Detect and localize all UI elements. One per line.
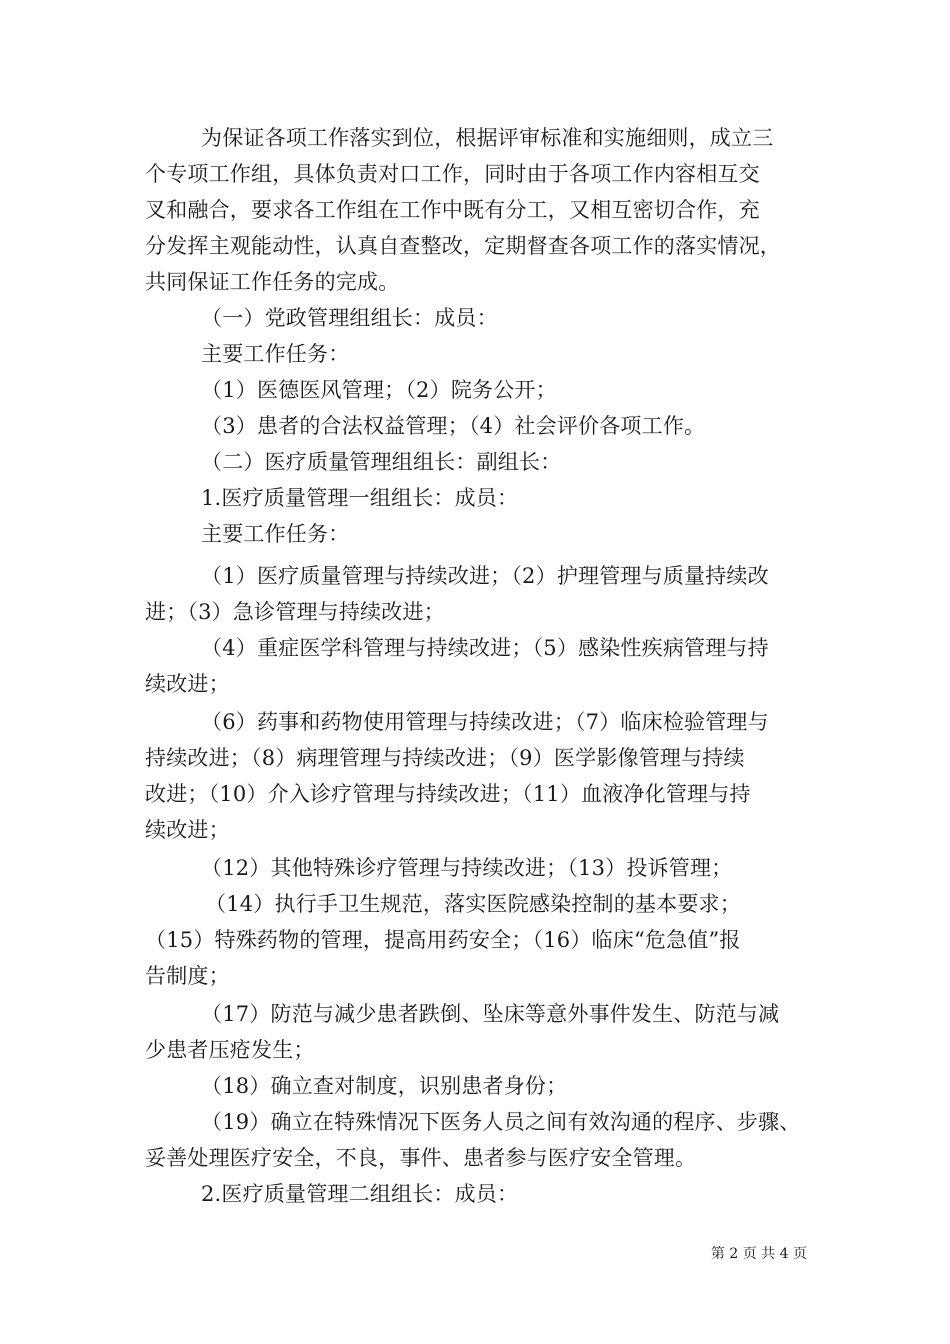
text-line: 续改进； — [145, 818, 230, 842]
text-line: （17）防范与减少患者跌倒、坠床等意外事件发生、防范与减 — [201, 1002, 780, 1026]
text-line: 续改进； — [145, 672, 230, 696]
text-line: 分发挥主观能动性，认真自查整改，定期督查各项工作的落实情况， — [145, 234, 781, 258]
text-line: 告制度； — [145, 964, 230, 988]
section-heading: （一）党政管理组组长：成员： — [201, 306, 498, 330]
section-heading: （二）医疗质量管理组组长：副组长： — [201, 450, 562, 474]
text-line: 主要工作任务： — [201, 522, 350, 546]
text-line: 持续改进；（8）病理管理与持续改进；（9）医学影像管理与持续 — [145, 746, 745, 770]
text-line: 少患者压疮发生； — [145, 1038, 315, 1062]
text-line: （18）确立查对制度，识别患者身份； — [201, 1074, 568, 1098]
text-line: （1）医疗质量管理与持续改进；（2）护理管理与质量持续改 — [201, 564, 769, 588]
text-line: 主要工作任务： — [201, 342, 350, 366]
text-line: （1）医德医风管理；（2）院务公开； — [201, 378, 557, 402]
text-line: （12）其他特殊诊疗管理与持续改进；（13）投诉管理； — [201, 856, 733, 880]
subsection-heading: 1.医疗质量管理一组组长：成员： — [201, 486, 519, 510]
text-line: （14）执行手卫生规范，落实医院感染控制的基本要求； — [205, 892, 741, 916]
text-line: 共同保证工作任务的完成。 — [145, 270, 400, 294]
subsection-heading: 2.医疗质量管理二组组长：成员： — [201, 1182, 519, 1206]
text-line: （19）确立在特殊情况下医务人员之间有效沟通的程序、步骤、 — [201, 1110, 801, 1134]
text-line: 叉和融合，要求各工作组在工作中既有分工，又相互密切合作，充 — [145, 198, 760, 222]
text-line: （4）重症医学科管理与持续改进；（5）感染性疾病管理与持 — [201, 636, 769, 660]
text-line: （3）患者的合法权益管理；（4）社会评价各项工作。 — [201, 414, 706, 438]
text-line: 进；（3）急诊管理与持续改进； — [145, 600, 445, 624]
text-line: （15）特殊药物的管理，提高用药安全；（16）临床“危急值”报 — [145, 928, 741, 952]
text-line: 个专项工作组，具体负责对口工作，同时由于各项工作内容相互交 — [145, 162, 760, 186]
text-line: 改进；（10）介入诊疗管理与持续改进；（11）血液净化管理与持 — [145, 782, 751, 806]
text-line: 为保证各项工作落实到位，根据评审标准和实施细则，成立三 — [201, 126, 774, 150]
text-line: （6）药事和药物使用管理与持续改进；（7）临床检验管理与 — [201, 710, 769, 734]
text-line: 妥善处理医疗安全，不良，事件、患者参与医疗安全管理。 — [145, 1146, 697, 1170]
page-number-footer: 第 2 页 共 4 页 — [710, 1246, 807, 1262]
